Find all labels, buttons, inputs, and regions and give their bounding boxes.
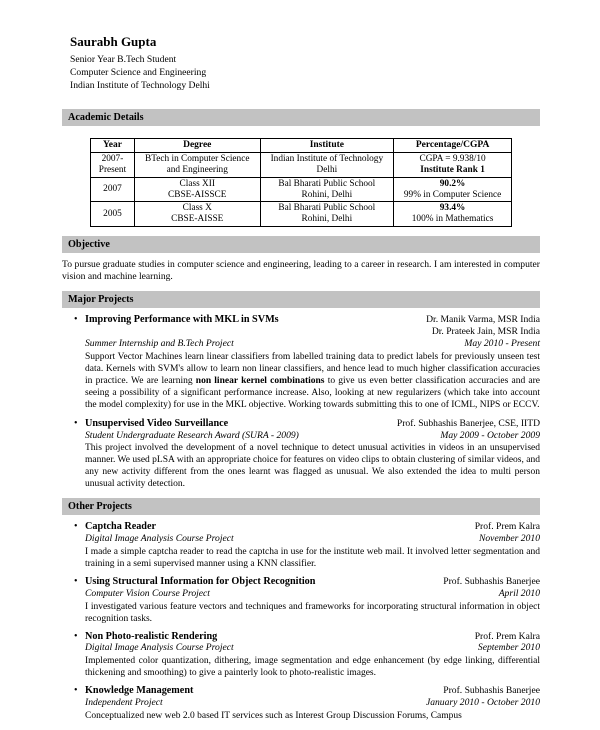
cell-degree-line1: Class XII xyxy=(179,178,215,189)
person-name: Saurabh Gupta xyxy=(70,34,157,49)
cell-result-main: 90.2% xyxy=(439,178,466,189)
project-subtitle: Summer Internship and B.Tech Project xyxy=(85,337,234,349)
description-text: Support Vector Machines learn linear classifiers from labelled training data to predict labels for previously unseen test data. Kernels with SVM's allow to learn non linear classifiers, and hence lead to much higher classification accuracies in practice. We are learning xyxy=(85,351,540,386)
table-header-percentage-cgpa: Percentage/CGPA xyxy=(394,139,512,153)
academic-table xyxy=(90,138,512,227)
project-supervisor-2: Dr. Prateek Jain, MSR India xyxy=(431,326,540,338)
bullet-icon: • xyxy=(74,521,78,533)
cell-institute-line1: Indian Institute of Technology xyxy=(270,154,384,165)
project-npr-rendering xyxy=(62,631,540,680)
project-description: Implemented color quantization, dithering, image segmentation and edge enhancement (by edge linking, differential thickening and smoothing) to give a painterly look to photo-realistic images. xyxy=(85,656,540,679)
cell-year xyxy=(91,177,135,202)
person-subtitle-department: Computer Science and Engineering xyxy=(70,66,207,78)
cell-degree-line2: CBSE-AISSE xyxy=(171,214,224,225)
project-date: May 2010 - Present xyxy=(464,337,540,349)
cell-result xyxy=(394,177,512,202)
cell-institute-line1: Bal Bharati Public School xyxy=(278,178,376,189)
cell-degree-line1: Class X xyxy=(182,203,212,214)
project-title: Unsupervised Video Surveillance xyxy=(85,417,229,429)
description-text: to give us even better classification accuracies and are seeing a possibility of a significant performance increase. Also, looking at new regularizers (which take into account the model complexity) for use in the MKL objective. Working towards submitting this to one of ICML, NIPS or ECCV. xyxy=(85,375,541,410)
project-title: Non Photo-realistic Rendering xyxy=(85,630,218,642)
cell-result-sub: 99% in Computer Science xyxy=(403,189,502,200)
bullet-icon: • xyxy=(74,417,78,429)
project-mkl-svms xyxy=(62,314,540,410)
person-subtitle-institute: Indian Institute of Technology Delhi xyxy=(70,79,210,91)
table-header-institute: Institute xyxy=(260,139,394,153)
table-header-row xyxy=(91,139,512,153)
project-supervisor: Prof. Subhashis Banerjee xyxy=(443,685,540,697)
cell-year xyxy=(91,153,135,178)
cell-institute-line2: Rohini, Delhi xyxy=(301,189,353,200)
cell-year-line2: Present xyxy=(98,164,127,175)
project-date: November 2010 xyxy=(478,533,540,545)
project-knowledge-management xyxy=(62,685,540,722)
section-header-other-projects: Other Projects xyxy=(62,498,540,515)
objective-text: To pursue graduate studies in computer science and engineering, leading to a career in research. I am interested in computer vision and machine learning. xyxy=(62,258,540,283)
table-row xyxy=(91,153,512,178)
table-row xyxy=(91,202,512,227)
resume-header xyxy=(70,34,540,92)
cell-result-main: 93.4% xyxy=(439,203,466,214)
project-video-surveillance xyxy=(62,418,540,491)
project-description: I made a simple captcha reader to read the captcha in use for the institute web mail. It involved letter segmentation and training in a semi supervised manner using a KNN classifier. xyxy=(85,546,540,569)
cell-year xyxy=(91,202,135,227)
table-header-year: Year xyxy=(91,139,135,153)
project-subtitle: Digital Image Analysis Course Project xyxy=(85,642,234,654)
project-date: January 2010 - October 2010 xyxy=(425,696,540,708)
cell-year-line1: 2007- xyxy=(101,154,124,165)
project-subtitle: Computer Vision Course Project xyxy=(85,587,210,599)
cell-result xyxy=(394,153,512,178)
cell-institute xyxy=(260,177,394,202)
project-subtitle: Independent Project xyxy=(85,696,163,708)
bullet-icon: • xyxy=(74,685,78,697)
project-date: April 2010 xyxy=(498,587,540,599)
project-object-recognition xyxy=(62,576,540,625)
cell-institute xyxy=(260,202,394,227)
section-header-major-projects: Major Projects xyxy=(62,291,540,308)
cell-year-line1: 2007 xyxy=(103,184,122,195)
cell-degree xyxy=(134,202,260,227)
bullet-icon: • xyxy=(74,630,78,642)
project-description: This project involved the development of a novel technique to detect unusual activities in videos in an unsupervised manner. We used pLSA with an appropriate choice for features on video clips to obtain clustering of similar videos, and any new activity different from the ones learnt was flagged as unusual. We also extended the idea to multi person unusual activity detection. xyxy=(85,443,540,490)
cell-degree xyxy=(134,177,260,202)
project-description: I investigated various feature vectors and techniques and frameworks for incorporating structural information in object recognition tasks. xyxy=(85,601,540,624)
section-header-academic-details: Academic Details xyxy=(62,109,540,126)
bullet-icon: • xyxy=(74,575,78,587)
cell-institute xyxy=(260,153,394,178)
bullet-icon: • xyxy=(74,314,78,326)
cell-degree-line1: BTech in Computer Science xyxy=(145,154,250,165)
section-header-objective: Objective xyxy=(62,236,540,253)
project-subtitle: Student Undergraduate Research Award (SURA - 2009) xyxy=(85,429,299,441)
project-title: Using Structural Information for Object Recognition xyxy=(85,575,316,587)
project-subtitle: Digital Image Analysis Course Project xyxy=(85,533,234,545)
cell-degree-line2: CBSE-AISSCE xyxy=(168,189,227,200)
project-date: May 2009 - October 2009 xyxy=(440,429,540,441)
project-title: Captcha Reader xyxy=(85,521,157,533)
cell-result-sub: 100% in Mathematics xyxy=(411,214,494,225)
project-supervisor: Prof. Subhashis Banerjee xyxy=(443,575,540,587)
cell-degree-line2: and Engineering xyxy=(166,164,228,175)
project-date: September 2010 xyxy=(477,642,540,654)
cell-institute-line2: Delhi xyxy=(316,164,338,175)
description-highlight: non linear kernel combinations xyxy=(195,375,325,386)
cell-result xyxy=(394,202,512,227)
project-supervisor: Prof. Prem Kalra xyxy=(474,630,540,642)
project-title: Improving Performance with MKL in SVMs xyxy=(85,314,279,326)
cell-result-sub: Institute Rank 1 xyxy=(420,164,485,175)
cell-degree xyxy=(134,153,260,178)
project-title: Knowledge Management xyxy=(85,685,194,697)
cell-year-line1: 2005 xyxy=(103,208,122,219)
person-subtitle-role: Senior Year B.Tech Student xyxy=(70,54,177,65)
project-supervisor: Prof. Prem Kalra xyxy=(474,521,540,533)
project-description xyxy=(85,351,540,411)
cell-institute-line1: Bal Bharati Public School xyxy=(278,203,376,214)
project-description: Conceptualized new web 2.0 based IT services such as Interest Group Discussion Forums, Campus xyxy=(85,710,462,721)
table-row xyxy=(91,177,512,202)
project-captcha-reader xyxy=(62,521,540,570)
cell-institute-line2: Rohini, Delhi xyxy=(301,214,353,225)
cell-result-main: CGPA = 9.938/10 xyxy=(419,154,486,165)
table-header-degree: Degree xyxy=(134,139,260,153)
project-supervisor: Prof. Subhashis Banerjee, CSE, IITD xyxy=(396,417,540,429)
project-supervisor: Dr. Manik Varma, MSR India xyxy=(426,314,540,326)
